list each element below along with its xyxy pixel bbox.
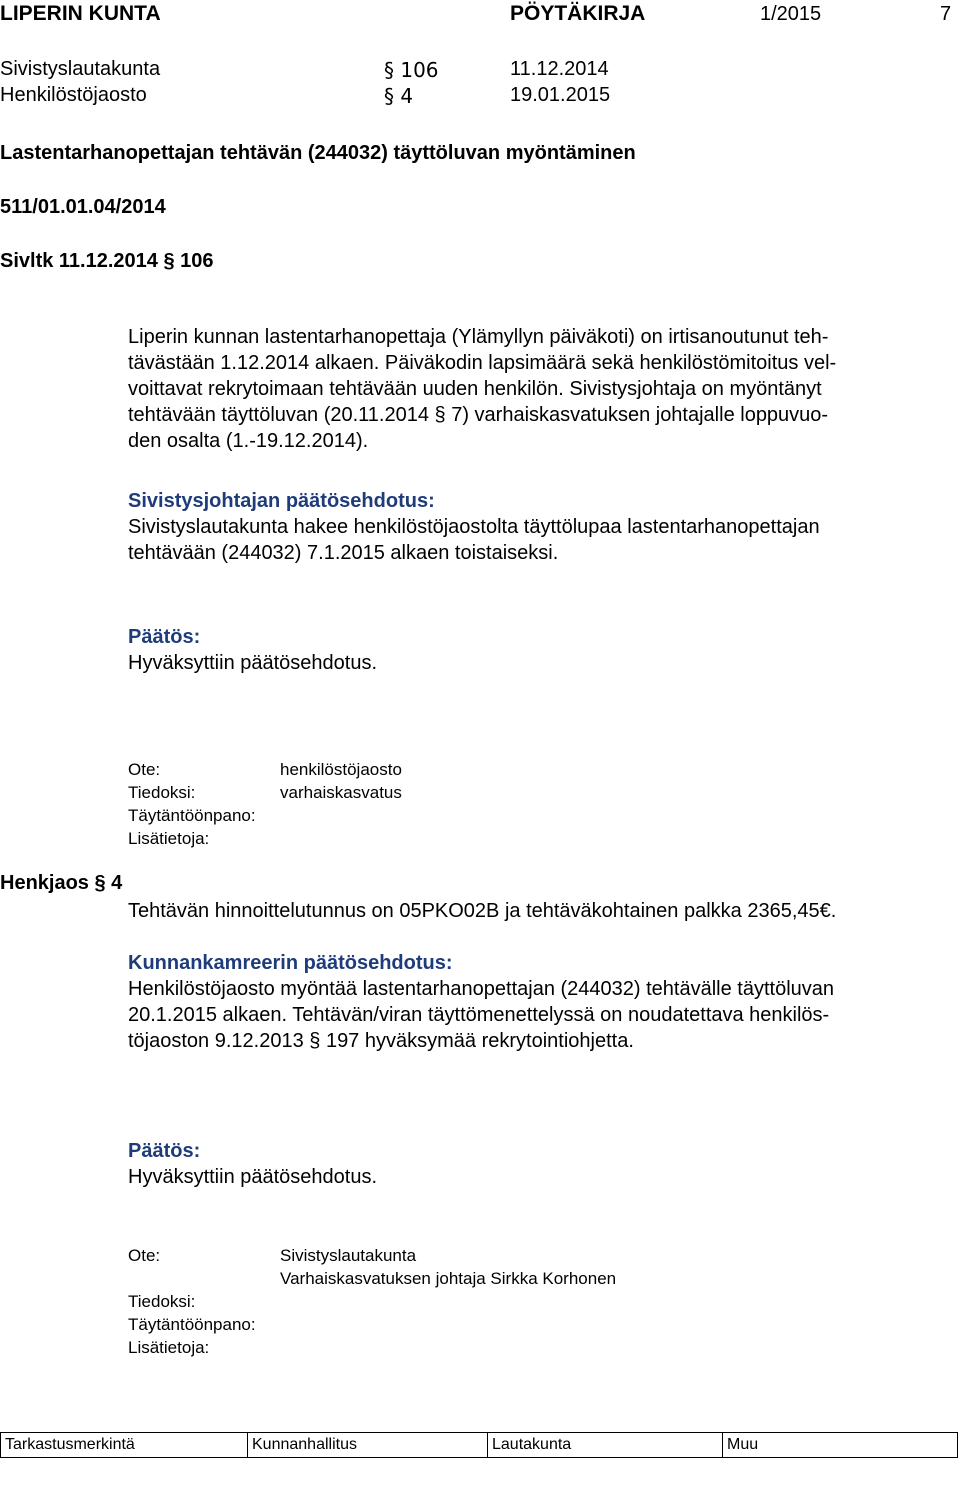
page-number: 7 xyxy=(940,3,952,25)
proposal-line: töjaoston 9.12.2013 § 197 hyväksymää rekrytointiohjetta. xyxy=(128,1030,634,1052)
body-date-2: 19.01.2015 xyxy=(510,84,611,106)
proposal-label: Sivistysjohtajan päätösehdotus: xyxy=(128,490,435,512)
proposal-line: Sivistyslautakunta hakee henkilöstöjaostolta täyttölupaa lastentarhanopettajan xyxy=(128,516,820,538)
document-type: PÖYTÄKIRJA xyxy=(510,2,646,25)
decision-text: Hyväksyttiin päätösehdotus. xyxy=(128,652,378,674)
proposal-line: Henkilöstöjaosto myöntää lastentarhanopettajan (244032) tehtävälle täyttöluvan xyxy=(128,978,835,1000)
footer-cell-inspection: Tarkastusmerkintä xyxy=(1,1433,248,1457)
inspection-footer xyxy=(0,1432,958,1458)
meta-label: Tiedoksi: xyxy=(128,1292,196,1311)
meta-label: Täytäntöönpano: xyxy=(128,806,256,825)
sivltk-distribution xyxy=(128,758,528,852)
meta-label: Täytäntöönpano: xyxy=(128,1315,256,1334)
decision-label: Päätös: xyxy=(128,626,201,648)
footer-cell-committee: Lautakunta xyxy=(488,1433,723,1457)
body-name-2: Henkilöstöjaosto xyxy=(0,84,147,106)
decision-label: Päätös: xyxy=(128,1140,201,1162)
meta-value: Varhaiskasvatuksen johtaja Sirkka Korhonen xyxy=(280,1269,617,1288)
proposal-label: Kunnankamreerin päätösehdotus: xyxy=(128,952,453,974)
henkjaos-body xyxy=(128,898,948,924)
henkjaos-heading: Henkjaos § 4 xyxy=(0,872,123,894)
footer-cell-other: Muu xyxy=(727,1436,759,1453)
matter-title: Lastentarhanopettajan tehtävän (244032) täyttöluvan myöntäminen xyxy=(0,142,636,164)
body-date-1: 11.12.2014 xyxy=(510,58,609,80)
meta-label: Ote: xyxy=(128,760,161,779)
body-name-1: Sivistyslautakunta xyxy=(0,58,161,80)
proposal-line: tehtävään (244032) 7.1.2015 alkaen toistaiseksi. xyxy=(128,542,559,564)
meta-label: Lisätietoja: xyxy=(128,829,210,848)
reference-number: 511/01.01.04/2014 xyxy=(0,196,166,218)
body-section-1: § 106 xyxy=(384,58,439,82)
henkjaos-distribution xyxy=(128,1244,748,1359)
footer-cell-board: Kunnanhallitus xyxy=(248,1433,488,1457)
henkjaos-proposal xyxy=(128,950,948,1054)
sivltk-proposal xyxy=(128,488,948,566)
meta-label: Lisätietoja: xyxy=(128,1338,210,1357)
document-number: 1/2015 xyxy=(760,3,822,25)
meta-value: henkilöstöjaosto xyxy=(280,760,402,779)
henkjaos-decision xyxy=(128,1138,948,1190)
henkjaos-body-line: Tehtävän hinnoittelutunnus on 05PKO02B ja tehtäväkohtainen palkka 2365,45€. xyxy=(128,900,837,922)
sivltk-body-line: tehtävään täyttöluvan (20.11.2014 § 7) varhaiskasvatuksen johtajalle loppuvuo- xyxy=(128,404,829,426)
meta-label: Ote: xyxy=(128,1246,161,1265)
sivltk-decision xyxy=(128,624,948,676)
sivltk-heading: Sivltk 11.12.2014 § 106 xyxy=(0,250,214,272)
decision-text: Hyväksyttiin päätösehdotus. xyxy=(128,1166,378,1188)
sivltk-body xyxy=(128,324,948,454)
sivltk-body-line: den osalta (1.-19.12.2014). xyxy=(128,430,369,452)
municipality-name: LIPERIN KUNTA xyxy=(0,2,161,25)
proposal-line: 20.1.2015 alkaen. Tehtävän/viran täyttömenettelyssä on noudatettava henkilös- xyxy=(128,1004,830,1026)
meta-value: varhaiskasvatus xyxy=(280,783,402,802)
sivltk-body-line: voittavat rekrytoimaan tehtävään uuden henkilön. Sivistysjohtaja on myöntänyt xyxy=(128,378,822,400)
sivltk-body-line: tävästään 1.12.2014 alkaen. Päiväkodin lapsimäärä sekä henkilöstömitoitus vel- xyxy=(128,352,837,374)
meta-value: Sivistyslautakunta xyxy=(280,1246,417,1265)
sivltk-body-line: Liperin kunnan lastentarhanopettaja (Ylämyllyn päiväkoti) on irtisanoutunut teh- xyxy=(128,326,829,348)
body-section-2: § 4 xyxy=(384,84,414,108)
meta-label: Tiedoksi: xyxy=(128,783,196,802)
